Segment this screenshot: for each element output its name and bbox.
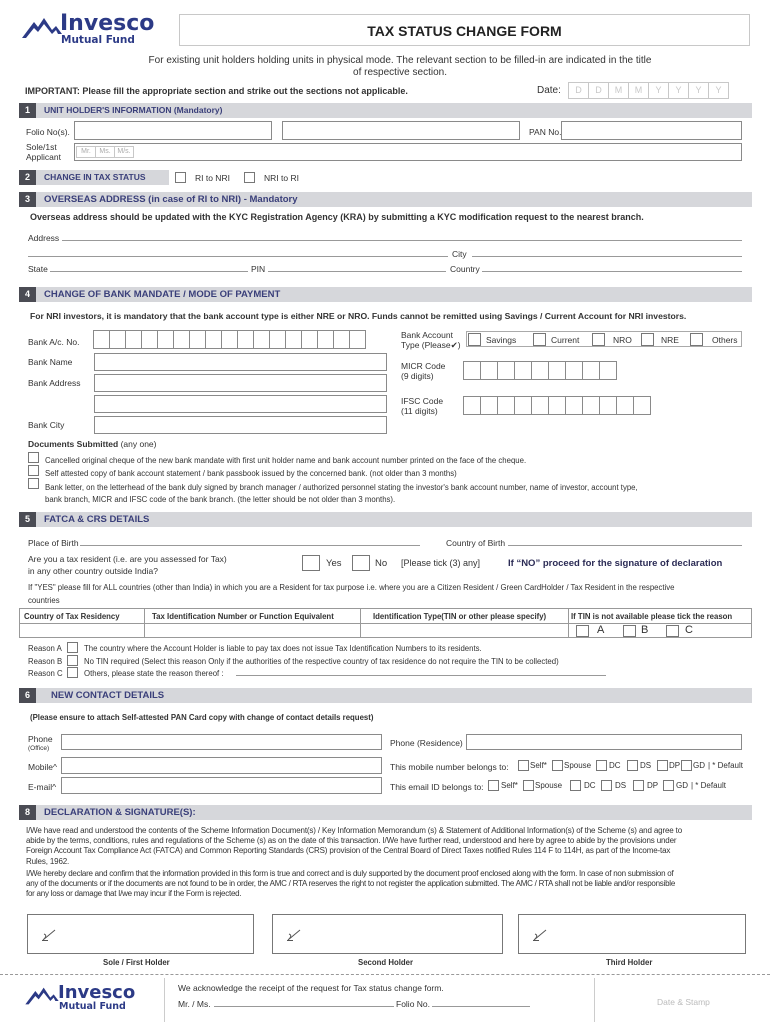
doc-statement-label: Self attested copy of bank account statement / bank passbook issued by the concerned bank. (not older than 3 months) bbox=[45, 469, 457, 478]
section-title: CHANGE OF BANK MANDATE / MODE OF PAYMENT bbox=[44, 289, 281, 300]
date-input[interactable]: D D M M Y Y Y Y bbox=[568, 82, 728, 99]
sole-holder-label: Sole / First Holder bbox=[103, 958, 170, 967]
section-number: 1 bbox=[19, 103, 36, 118]
current-label: Current bbox=[551, 335, 580, 345]
reason-b-col-label: B bbox=[641, 624, 649, 636]
doc-cheque-checkbox[interactable] bbox=[28, 452, 39, 463]
salutation-ms[interactable]: Ms. bbox=[95, 146, 115, 158]
nro-checkbox[interactable] bbox=[592, 333, 605, 346]
reason-c-label: Reason C bbox=[28, 669, 63, 678]
date-stamp-label: Date & Stamp bbox=[657, 997, 710, 1007]
tick-instruction: [Please tick (3) any] bbox=[401, 558, 481, 568]
tax-resident-no-checkbox[interactable] bbox=[352, 555, 370, 571]
place-of-birth-line[interactable] bbox=[80, 545, 420, 546]
section-title: CHANGE IN TAX STATUS bbox=[44, 172, 146, 182]
section-6-header bbox=[19, 688, 752, 703]
reason-b-row-checkbox[interactable] bbox=[67, 655, 78, 666]
mobile-label: Mobile^ bbox=[28, 762, 58, 772]
important-note: IMPORTANT: Please fill the appropriate section and strike out the sections not applicable. bbox=[25, 86, 408, 96]
section-number: 6 bbox=[19, 688, 36, 703]
if-no-note: If “NO” proceed for the signature of declaration bbox=[508, 558, 723, 569]
reason-b-text: No TIN required (Select this reason Only if the authorities of the respective country of tax residence do not require the TIN to be collected) bbox=[84, 657, 559, 666]
ri-to-nri-label: RI to NRI bbox=[195, 173, 230, 183]
state-label: State bbox=[28, 264, 48, 274]
mobile-input[interactable] bbox=[61, 757, 382, 774]
reason-c-row-checkbox[interactable] bbox=[67, 667, 78, 678]
bank-address-input-1[interactable] bbox=[94, 374, 387, 392]
folio-label: Folio No(s). bbox=[26, 127, 70, 137]
nre-label: NRE bbox=[661, 335, 679, 345]
nri-note: For NRI investors, it is mandatory that the bank account type is either NRE or NRO. Funds cannot be remitted using Savings / Current Account for NRI investors. bbox=[30, 311, 687, 321]
section-title: UNIT HOLDER'S INFORMATION (Mandatory) bbox=[44, 105, 223, 115]
micr-label: MICR Code (9 digits) bbox=[401, 361, 446, 381]
section-number: 4 bbox=[19, 287, 36, 302]
email-dc-checkbox[interactable] bbox=[570, 780, 581, 791]
col-country: Country of Tax Residency bbox=[24, 612, 120, 621]
reason-b-checkbox[interactable] bbox=[623, 625, 636, 637]
email-self-checkbox[interactable] bbox=[488, 780, 499, 791]
intro-text: For existing unit holders holding units in physical mode. The relevant section to be filled-in are indicated in the title of respective section. bbox=[148, 55, 652, 78]
nre-checkbox[interactable] bbox=[641, 333, 654, 346]
logo bbox=[22, 12, 162, 52]
mobile-ds-checkbox[interactable] bbox=[627, 760, 638, 771]
col-tin-reason: If TIN is not available please tick the reason bbox=[571, 612, 733, 621]
section-number: 2 bbox=[19, 170, 36, 185]
reason-a-text: The country where the Account Holder is liable to pay tax does not issue Tax Identification Numbers to its residents. bbox=[84, 644, 482, 653]
section-3-header bbox=[19, 192, 752, 207]
reason-b-label: Reason B bbox=[28, 657, 63, 666]
pan-input[interactable] bbox=[561, 121, 742, 140]
bank-name-label: Bank Name bbox=[28, 357, 73, 367]
email-spouse-checkbox[interactable] bbox=[523, 780, 534, 791]
logo-mark-icon bbox=[24, 986, 60, 1006]
logo-word: Invesco bbox=[58, 982, 136, 1003]
section-4-header bbox=[19, 287, 752, 302]
yes-label: Yes bbox=[326, 558, 342, 569]
phone-residence-label: Phone (Residence) bbox=[390, 738, 463, 748]
pin-label: PIN bbox=[251, 264, 266, 274]
mobile-belongs-options: Self* Spouse DC DS DP GD | * Default bbox=[518, 760, 748, 772]
logo-word: Invesco bbox=[60, 11, 155, 36]
country-line[interactable] bbox=[482, 271, 742, 272]
ifsc-input[interactable] bbox=[463, 396, 650, 415]
pan-label: PAN No. bbox=[529, 127, 562, 137]
others-checkbox[interactable] bbox=[690, 333, 703, 346]
fatca-table bbox=[19, 608, 752, 638]
nro-label: NRO bbox=[613, 335, 632, 345]
col-id-type: Identification Type(TIN or other please specify) bbox=[373, 612, 547, 621]
address-line-1[interactable] bbox=[62, 240, 742, 241]
mr-ms-line[interactable] bbox=[214, 1006, 394, 1007]
bank-city-input[interactable] bbox=[94, 416, 387, 434]
mobile-spouse-checkbox[interactable] bbox=[552, 760, 563, 771]
nri-to-ri-label: NRI to RI bbox=[264, 173, 299, 183]
date-label: Date: bbox=[537, 85, 561, 96]
tax-resident-yes-checkbox[interactable] bbox=[302, 555, 320, 571]
city-label: City bbox=[452, 249, 467, 259]
tax-resident-question: Are you a tax resident (i.e. are you assessed for Tax) in any other country outside India? bbox=[28, 554, 227, 576]
place-of-birth-label: Place of Birth bbox=[28, 538, 79, 548]
cut-line bbox=[0, 974, 770, 975]
bank-account-input[interactable] bbox=[93, 330, 365, 349]
state-line[interactable] bbox=[50, 271, 248, 272]
address-line-2[interactable] bbox=[28, 256, 448, 257]
doc-cheque-label: Cancelled original cheque of the new bank mandate with first unit holder name and bank account number printed on the face of the cheque. bbox=[45, 456, 527, 465]
email-input[interactable] bbox=[61, 777, 382, 794]
reason-a-row-checkbox[interactable] bbox=[67, 642, 78, 653]
section-number: 8 bbox=[19, 805, 36, 820]
section-title: NEW CONTACT DETAILS bbox=[51, 690, 165, 701]
contact-note: (Please ensure to attach Self-attested PAN Card copy with change of contact details request) bbox=[30, 713, 374, 722]
salutation-cells bbox=[76, 146, 133, 158]
pen-icon bbox=[287, 929, 301, 941]
applicant-name-input[interactable] bbox=[74, 143, 742, 161]
footer-logo bbox=[24, 983, 164, 1017]
address-label: Address bbox=[28, 233, 60, 243]
nri-to-ri-checkbox[interactable] bbox=[244, 172, 255, 183]
mobile-self-checkbox[interactable] bbox=[518, 760, 529, 771]
phone-office-input[interactable] bbox=[61, 734, 382, 750]
overseas-note: Overseas address should be updated with the KYC Registration Agency (KRA) by submitting a KYC modification request to the nearest branch. bbox=[30, 212, 644, 222]
mr-ms-label: Mr. / Ms. bbox=[178, 999, 211, 1009]
phone-residence-input[interactable] bbox=[466, 734, 742, 750]
doc-bank-letter-label: Bank letter, on the letterhead of the bank duly signed by branch manager / authorized personnel stating the investor's bank account number, name of investor, account type, bank branch, MICR and IFSC code of the bank branch. (the letter should be not older than 3 months). bbox=[45, 483, 638, 504]
city-line[interactable] bbox=[472, 256, 742, 257]
footer-folio-label: Folio No. bbox=[396, 999, 431, 1009]
doc-bank-letter-checkbox[interactable] bbox=[28, 478, 39, 489]
email-dp-checkbox[interactable] bbox=[633, 780, 644, 791]
country-label: Country bbox=[450, 264, 480, 274]
mobile-dp-checkbox[interactable] bbox=[657, 760, 668, 771]
section-title: FATCA & CRS DETAILS bbox=[44, 514, 150, 525]
email-belongs-options: Self* Spouse DC DS DP GD | * Default bbox=[488, 780, 748, 792]
col-tin: Tax Identification Number or Function Equivalent bbox=[152, 612, 334, 621]
doc-statement-checkbox[interactable] bbox=[28, 465, 39, 476]
third-holder-label: Third Holder bbox=[606, 958, 653, 967]
mobile-belongs-label: This mobile number belongs to: bbox=[390, 762, 509, 772]
email-belongs-label: This email ID belongs to: bbox=[390, 782, 484, 792]
footer-folio-line[interactable] bbox=[432, 1006, 530, 1007]
country-of-birth-label: Country of Birth bbox=[446, 538, 506, 548]
ri-to-nri-checkbox[interactable] bbox=[175, 172, 186, 183]
savings-checkbox[interactable] bbox=[468, 333, 481, 346]
bank-address-label: Bank Address bbox=[28, 378, 81, 388]
savings-label: Savings bbox=[486, 335, 517, 345]
mobile-dc-checkbox[interactable] bbox=[596, 760, 607, 771]
section-8-header bbox=[19, 805, 752, 820]
pen-icon bbox=[42, 929, 56, 941]
pin-line[interactable] bbox=[268, 271, 446, 272]
email-gd-checkbox[interactable] bbox=[663, 780, 674, 791]
section-2-header bbox=[19, 170, 169, 185]
current-checkbox[interactable] bbox=[533, 333, 546, 346]
second-holder-label: Second Holder bbox=[358, 958, 414, 967]
others-label: Others bbox=[712, 335, 738, 345]
reason-c-checkbox[interactable] bbox=[666, 625, 679, 637]
section-number: 5 bbox=[19, 512, 36, 527]
logo-sub: Mutual Fund bbox=[61, 34, 135, 46]
bank-name-input[interactable] bbox=[94, 353, 387, 371]
signature-box-second[interactable] bbox=[272, 914, 503, 954]
reason-c-line[interactable] bbox=[236, 675, 606, 676]
declaration-paragraph-2: I/We hereby declare and confirm that the information provided in this form is true and correct and is duly supported by the document proof enclosed along with the form. In case of non submission of any of the documents or if the documents are not found to be in order, the AMC / RTA reserves the right to not register the application submitted. The AMC / RTA shall not be liable and/or responsible for any loss or damage that I/we may incur if the Form is rejected. bbox=[26, 869, 676, 899]
logo-mark-icon bbox=[22, 16, 62, 40]
if-yes-note: If "YES" please fill for ALL countries (other than India) in which you are a Resident for tax purpose i.e. where you are a Citizen Resident / Green CardHolder / Tax Resident in the respective countries bbox=[28, 583, 675, 605]
reason-a-label: Reason A bbox=[28, 644, 62, 653]
reason-c-text: Others, please state the reason thereof : bbox=[84, 669, 224, 678]
sole-applicant-label: Sole/1st Applicant bbox=[26, 142, 61, 162]
micr-input[interactable] bbox=[463, 361, 616, 380]
mobile-gd-checkbox[interactable] bbox=[681, 760, 692, 771]
folio-input-1[interactable] bbox=[74, 121, 272, 140]
section-number: 3 bbox=[19, 192, 36, 207]
signature-box-third[interactable] bbox=[518, 914, 746, 954]
bank-city-label: Bank City bbox=[28, 420, 65, 430]
folio-input-2[interactable] bbox=[282, 121, 520, 140]
documents-submitted-label: Documents Submitted (any one) bbox=[28, 439, 157, 449]
bank-address-input-2[interactable] bbox=[94, 395, 387, 413]
section-5-header bbox=[19, 512, 752, 527]
section-title: OVERSEAS ADDRESS (in case of RI to NRI) - Mandatory bbox=[44, 194, 298, 205]
section-title: DECLARATION & SIGNATURE(S): bbox=[44, 807, 196, 818]
no-label: No bbox=[375, 558, 388, 569]
reason-c-col-label: C bbox=[685, 624, 693, 636]
pen-icon bbox=[533, 929, 547, 941]
bank-account-label: Bank A/c. No. bbox=[28, 337, 80, 347]
declaration-paragraph-1: I/We have read and understood the contents of the Scheme Information Document(s) / Key Information Memorandum (s) & Statement of Additional Information(s) of the Scheme (s) and agree to abide by the terms, conditions, rules and regulations of the Scheme (s) as on the date of this transaction. I/We have further read, understood and here by agree to abide by the provisions under Foreign Account Tax Compliance Act (FATCA) and Common Reporting Standards (CRS) provision of the Central Board of Direct Taxes notified Rules 114 F to 114H, as part of the Income-tax Rules, 1962. bbox=[26, 826, 683, 866]
ifsc-label: IFSC Code (11 digits) bbox=[401, 396, 444, 416]
logo-sub: Mutual Fund bbox=[59, 1001, 126, 1012]
signature-box-sole[interactable] bbox=[27, 914, 254, 954]
reason-a-col-label: A bbox=[597, 624, 605, 636]
account-type-label: Bank Account Type (Please✔) bbox=[401, 330, 461, 350]
ack-text: We acknowledge the receipt of the request for Tax status change form. bbox=[178, 983, 444, 993]
email-ds-checkbox[interactable] bbox=[601, 780, 612, 791]
phone-office-label: Phone (Office) bbox=[28, 734, 53, 752]
email-label: E-mail^ bbox=[28, 782, 57, 792]
country-of-birth-line[interactable] bbox=[508, 545, 742, 546]
salutation-ms-firm[interactable]: M/s. bbox=[114, 146, 134, 158]
section-1-header bbox=[19, 103, 752, 118]
reason-a-checkbox[interactable] bbox=[576, 625, 589, 637]
salutation-mr[interactable]: Mr. bbox=[76, 146, 96, 158]
form-title: TAX STATUS CHANGE FORM bbox=[179, 14, 750, 46]
